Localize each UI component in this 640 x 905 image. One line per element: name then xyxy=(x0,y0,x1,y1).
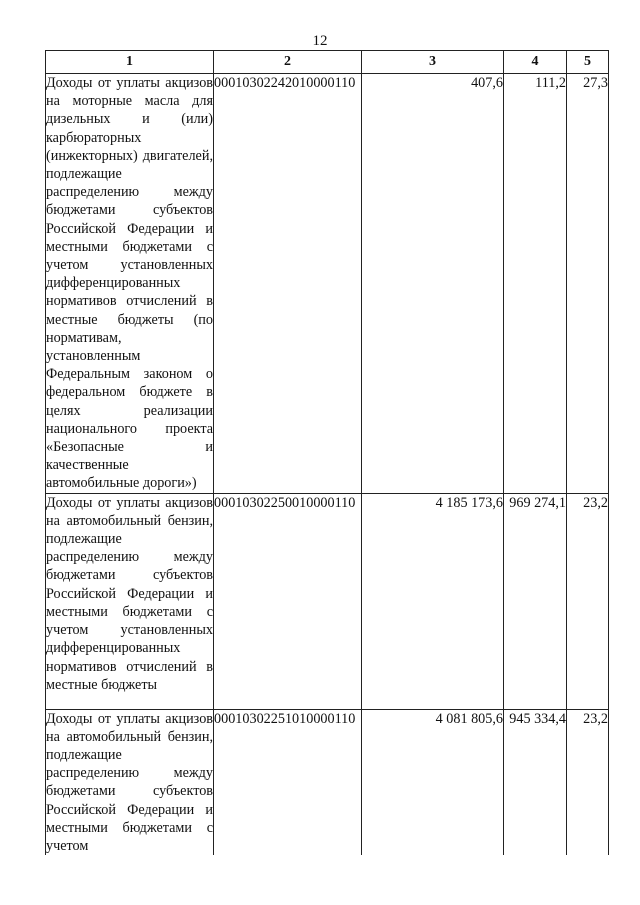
revenue-name-cell: Доходы от уплаты акцизов на автомобильный бензин, подлежащие распределению между бюджетами субъектов Российской Федерации и местными бюджетами с учетом xyxy=(46,710,213,855)
column-header-4: 4 xyxy=(504,51,567,74)
amount-cell: 4 185 173,6 xyxy=(362,493,504,709)
executed-amount-cell: 111,2 xyxy=(504,74,567,494)
amount-cell: 407,6 xyxy=(362,74,504,494)
column-header-5: 5 xyxy=(567,51,609,74)
revenue-name-cell: Доходы от уплаты акцизов на моторные масла для дизельных и (или) карбюраторных (инжекторных) двигателей, подлежащие распределению между бюджетами субъектов Российской Федерации и местными бюджетами с учетом установленных дифференцированных нормативов отчислений в местные бюджеты (по нормативам, установленным Федеральным законом о федеральном бюджете в целях реализации национального проекта «Безопасные и качественные автомобильные дороги») xyxy=(46,75,213,492)
executed-amount-cell: 969 274,1 xyxy=(504,493,567,709)
table-row xyxy=(46,709,609,855)
percent-cell: 27,3 xyxy=(567,74,609,494)
table-row xyxy=(46,493,609,709)
executed-amount-cell: 945 334,4 xyxy=(504,709,567,855)
budget-revenue-table xyxy=(45,50,609,855)
table-header-row xyxy=(46,51,609,74)
table-row xyxy=(46,74,609,494)
amount-cell: 4 081 805,6 xyxy=(362,709,504,855)
page-number: 12 xyxy=(312,33,328,49)
percent-cell: 23,2 xyxy=(567,493,609,709)
revenue-name-cell: Доходы от уплаты акцизов на автомобильный бензин, подлежащие распределению между бюджетами субъектов Российской Федерации и местными бюджетами с учетом установленных дифференцированных нормативов отчислений в местные бюджеты xyxy=(46,493,214,709)
column-header-1: 1 xyxy=(46,51,214,74)
column-header-2: 2 xyxy=(214,51,362,74)
budget-code-cell: 00010302242010000110 xyxy=(214,74,362,494)
budget-code-cell: 00010302251010000110 xyxy=(214,709,362,855)
budget-code-cell: 00010302250010000110 xyxy=(214,493,362,709)
percent-cell: 23,2 xyxy=(567,709,609,855)
column-header-3: 3 xyxy=(362,51,504,74)
